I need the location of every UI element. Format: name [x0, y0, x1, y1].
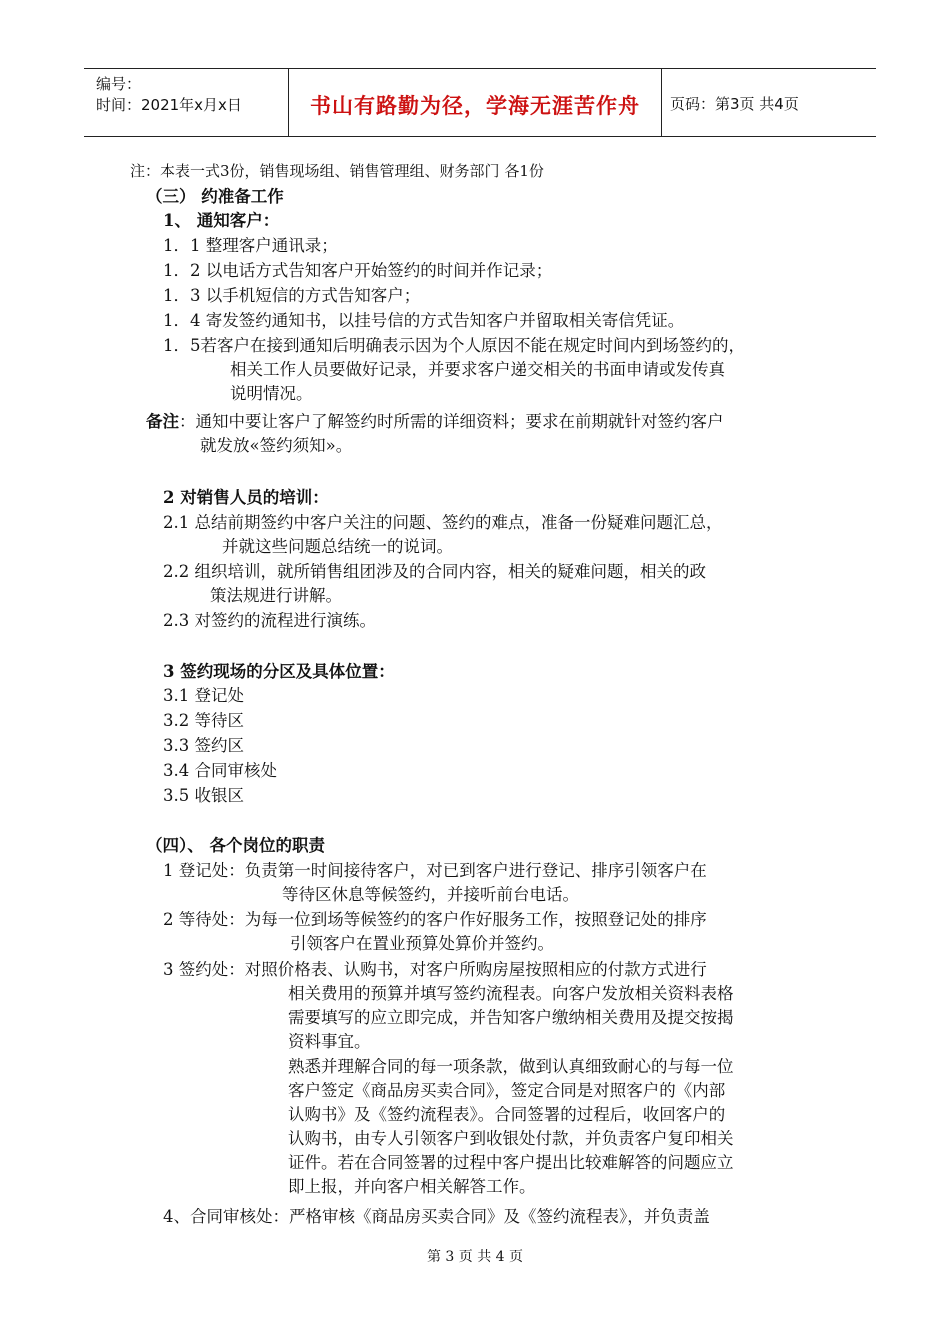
list-item-continued: 引领客户在置业预算处算价并签约。	[290, 934, 554, 953]
list-item-continued: 等待区休息等候签约，并接听前台电话。	[282, 885, 579, 904]
page-header	[84, 68, 876, 137]
list-item-continued: 需要填写的应立即完成，并告知客户缴纳相关费用及提交按揭	[288, 1008, 734, 1027]
list-item: 3.4 合同审核处	[163, 761, 277, 780]
subsection-zones-title: 3 签约现场的分区及具体位置：	[163, 662, 395, 681]
list-item-continued: 客户签定《商品房买卖合同》，签定合同是对照客户的《内部	[288, 1081, 726, 1100]
list-item: 1 登记处：负责第一时间接待客户，对已到客户进行登记、排序引领客户在	[163, 861, 707, 880]
list-item-continued: 认购书，由专人引领客户到收银处付款，并负责客户复印相关	[288, 1129, 734, 1148]
table-note: 注：本表一式3份，销售现场组、销售管理组、财务部门 各1份	[130, 162, 544, 180]
remark-text: ：通知中要让客户了解签约时所需的详细资料；要求在前期就针对签约客户	[179, 412, 724, 431]
list-item: 1．4 寄发签约通知书，以挂号信的方式告知客户并留取相关寄信凭证。	[163, 311, 685, 330]
remark-text-continued: 就发放«签约须知»。	[200, 436, 353, 455]
list-item: 3.5 收银区	[163, 786, 244, 805]
list-item-continued: 说明情况。	[230, 384, 313, 403]
header-motto-cell	[288, 69, 662, 136]
list-item: 2.2 组织培训，就所销售组团涉及的合同内容，相关的疑难问题，相关的政	[163, 562, 706, 581]
remark-label: 备注	[146, 412, 179, 431]
list-item: 3.3 签约区	[163, 736, 244, 755]
subsection-training-title: 2 对销售人员的培训：	[163, 488, 329, 507]
section-3-title: （三） 约准备工作	[146, 187, 284, 206]
list-item: 2 等待处：为每一位到场等候签约的客户作好服务工作，按照登记处的排序	[163, 910, 707, 929]
list-item-continued: 证件。若在合同签署的过程中客户提出比较难解答的问题应立	[288, 1153, 734, 1172]
motto: 书山有路勤为径，学海无涯苦作舟	[310, 94, 640, 118]
header-info-cell	[84, 69, 288, 136]
list-item: 1．5若客户在接到通知后明确表示因为个人原因不能在规定时间内到场签约的，	[163, 336, 745, 355]
list-item-continued: 认购书》及《签约流程表》。合同签署的过程后，收回客户的	[288, 1105, 726, 1124]
header-page-label: 页码：第3页 共4页	[670, 95, 799, 113]
list-item: 4、合同审核处：严格审核《商品房买卖合同》及《签约流程表》，并负责盖	[163, 1207, 710, 1226]
list-item: 2.3 对签约的流程进行演练。	[163, 611, 376, 630]
subsection-notify-title: 1、 通知客户：	[163, 211, 280, 230]
remark-paragraph	[146, 410, 724, 434]
list-item-continued: 相关工作人员要做好记录，并要求客户递交相关的书面申请或发传真	[230, 360, 725, 379]
page-footer: 第 3 页 共 4 页	[426, 1249, 524, 1265]
list-item-continued: 熟悉并理解合同的每一项条款，做到认真细致耐心的与每一位	[288, 1057, 734, 1076]
list-item: 2.1 总结前期签约中客户关注的问题、签约的难点，准备一份疑难问题汇总，	[163, 513, 723, 532]
list-item-continued: 资料事宜。	[288, 1032, 371, 1051]
list-item-continued: 策法规进行讲解。	[210, 586, 342, 605]
list-item: 1．2 以电话方式告知客户开始签约的时间并作记录；	[163, 261, 553, 280]
list-item: 3 签约处：对照价格表、认购书，对客户所购房屋按照相应的付款方式进行	[163, 960, 707, 979]
number-label: 编号：	[96, 75, 142, 93]
list-item: 1．3 以手机短信的方式告知客户；	[163, 286, 421, 305]
list-item: 1．1 整理客户通讯录；	[163, 236, 338, 255]
header-page-cell	[660, 69, 876, 136]
list-item: 3.2 等待区	[163, 711, 244, 730]
list-item-continued: 相关费用的预算并填写签约流程表。向客户发放相关资料表格	[288, 984, 734, 1003]
list-item-continued: 即上报，并向客户相关解答工作。	[288, 1177, 536, 1196]
section-4-title: （四）、 各个岗位的职责	[146, 836, 325, 855]
list-item: 3.1 登记处	[163, 686, 244, 705]
time-label: 时间：2021年x月x日	[96, 96, 242, 114]
list-item-continued: 并就这些问题总结统一的说词。	[222, 537, 453, 556]
